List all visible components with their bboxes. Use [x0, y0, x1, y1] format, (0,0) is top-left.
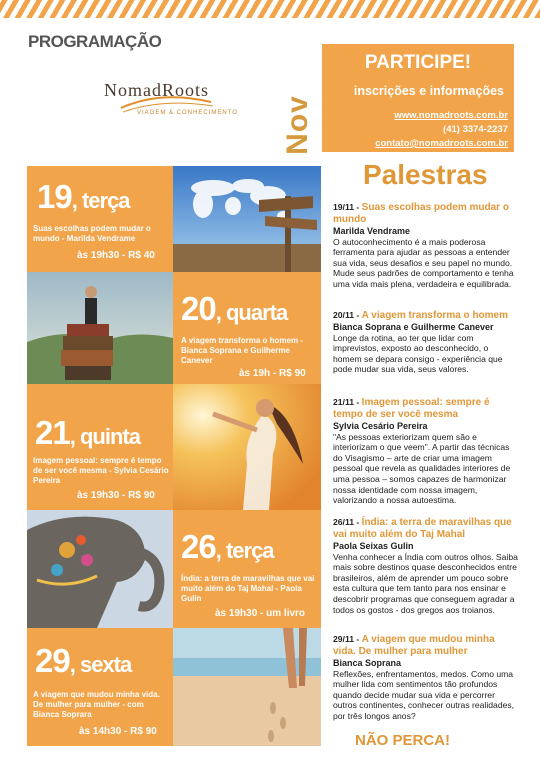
palestras-heading: Palestras [363, 159, 488, 190]
event-description: A viagem transforma o homem - Bianca Soprana e Guilherme Canever [181, 336, 303, 365]
event-card-20 [173, 272, 321, 384]
event-time-price: às 14h30 - R$ 90 [79, 726, 157, 737]
talk-item [333, 397, 518, 506]
event-day: 26, terça [181, 528, 274, 565]
talk-item [333, 310, 518, 375]
event-card-26 [173, 510, 321, 628]
talk-speaker: Bianca Soprana e Guilherme Canever [333, 322, 494, 332]
talk-item [333, 517, 518, 615]
woman-sunlight-image [173, 384, 321, 510]
beach-footprints-image [173, 628, 321, 746]
event-card-29 [27, 628, 173, 746]
email-link[interactable]: contato@nomadroots.com.br [375, 138, 508, 149]
talk-description: Longe da rotina, ao ter que lidar com imprevistos, exposto ao desconhecido, o homem se depara consigo - experiência que pode mudar sua vida, seus valores. [333, 332, 503, 375]
event-description: Suas escolhas podem mudar o mundo - Marilda Vendrame [33, 224, 151, 243]
talk-date: 26/11 - [333, 517, 362, 527]
talk-date: 19/11 - [333, 202, 362, 212]
participe-subtitle: inscrições e informações [353, 84, 504, 98]
talk-speaker: Paola Seixas Gulin [333, 541, 414, 551]
event-time-price: às 19h30 - um livro [215, 608, 306, 619]
logo-wordmark: NomadRoots [104, 80, 210, 100]
participe-title: PARTICIPE! [364, 52, 472, 73]
event-day: 20, quarta [181, 290, 288, 327]
talk-description: Reflexões, enfrentamentos, medos. Como uma mulher lida com sentimentos tão profundos quando decide mudar sua vida e percorrer outros continentes, conhecer outras realidades, por três longos anos? [333, 668, 515, 721]
talk-item [333, 202, 518, 290]
month-label [280, 88, 323, 158]
logo-tagline: VIAGEM & CONHECIMENTO [137, 110, 238, 116]
talk-speaker: Marilda Vendrame [333, 226, 411, 236]
talk-description: "As pessoas exteriorizam quem são e interiorizam o que veem". A partir das técnicas do Visagismo – arte de criar uma imagem pessoal que revela as qualidades interiores de uma pessoa – somos capazes de harmonizar nossa identidade com nossa imagem, valorizando a nossa autoestima. [333, 431, 511, 506]
website-link[interactable]: www.nomadroots.com.br [394, 110, 508, 121]
event-card-19 [27, 166, 173, 272]
event-time-price: às 19h30 - R$ 40 [77, 250, 155, 261]
participe-box [322, 44, 514, 152]
closing-callout: NÃO PERCA! [355, 732, 451, 749]
event-description: Índia: a terra de maravilhas que vai muito além do Taj Mahal - Paola Gulin [181, 574, 315, 603]
event-card-21 [27, 384, 173, 510]
event-description: A viagem que mudou minha vida. De mulher para mulher - com Bianca Soprara [33, 690, 160, 719]
event-time-price: às 19h30 - R$ 90 [77, 490, 155, 501]
phone-number: (41) 3374-2237 [443, 124, 508, 135]
talk-date: 29/11 - [333, 634, 362, 644]
decorative-stripes [0, 0, 540, 18]
painted-elephant-image [27, 510, 173, 628]
talk-description: O autoconhecimento é a mais poderosa ferramenta para ajudar as pessoas a entender sua vida, seus desafios e seu papel no mundo. Mude seus padrões de comportamento e tenha uma vida mais plena, verdadeira e equilibrada. [333, 236, 514, 289]
month-text: Nov [280, 95, 314, 155]
talk-item [333, 634, 518, 722]
event-time-price: às 19h - R$ 90 [239, 368, 306, 379]
world-signpost-image [173, 166, 321, 272]
talk-date: 20/11 - [333, 310, 362, 320]
talk-title: Imagem pessoal: sempre é tempo de ser você mesma [333, 397, 490, 420]
talk-title: Suas escolhas podem mudar o mundo [333, 202, 509, 225]
talk-title: A viagem transforma o homem [361, 310, 509, 321]
talk-title: A viagem que mudou minha vida. De mulher para mulher [333, 634, 495, 657]
talk-description: Venha conhecer a Índia com outros olhos. Saiba mais sobre destinos quase desconhecidos entre brasileiros, além de aprender um pouco sobre esta cultura que tem tanto para nos ensinar e descobrir programas que conseguem agradar a todos os gostos - dos gregos aos troianos. [333, 551, 518, 615]
nomadroots-logo [101, 78, 238, 128]
event-description: Imagem pessoal: sempre é tempo de ser você mesma - Sylvia Cesário Pereira [33, 456, 169, 485]
event-day: 21, quinta [35, 414, 140, 451]
talk-speaker: Bianca Soprana [333, 658, 402, 668]
page-title: PROGRAMAÇÃO [28, 32, 162, 51]
talk-date: 21/11 - [333, 397, 362, 407]
event-day: 19, terça [37, 178, 130, 215]
talk-title: Índia: a terra de maravilhas que vai muito além do Taj Mahal [333, 517, 512, 540]
talk-speaker: Sylvia Cesário Pereira [333, 421, 428, 431]
event-day: 29, sexta [35, 642, 132, 679]
traveler-on-suitcases-image [27, 272, 173, 384]
